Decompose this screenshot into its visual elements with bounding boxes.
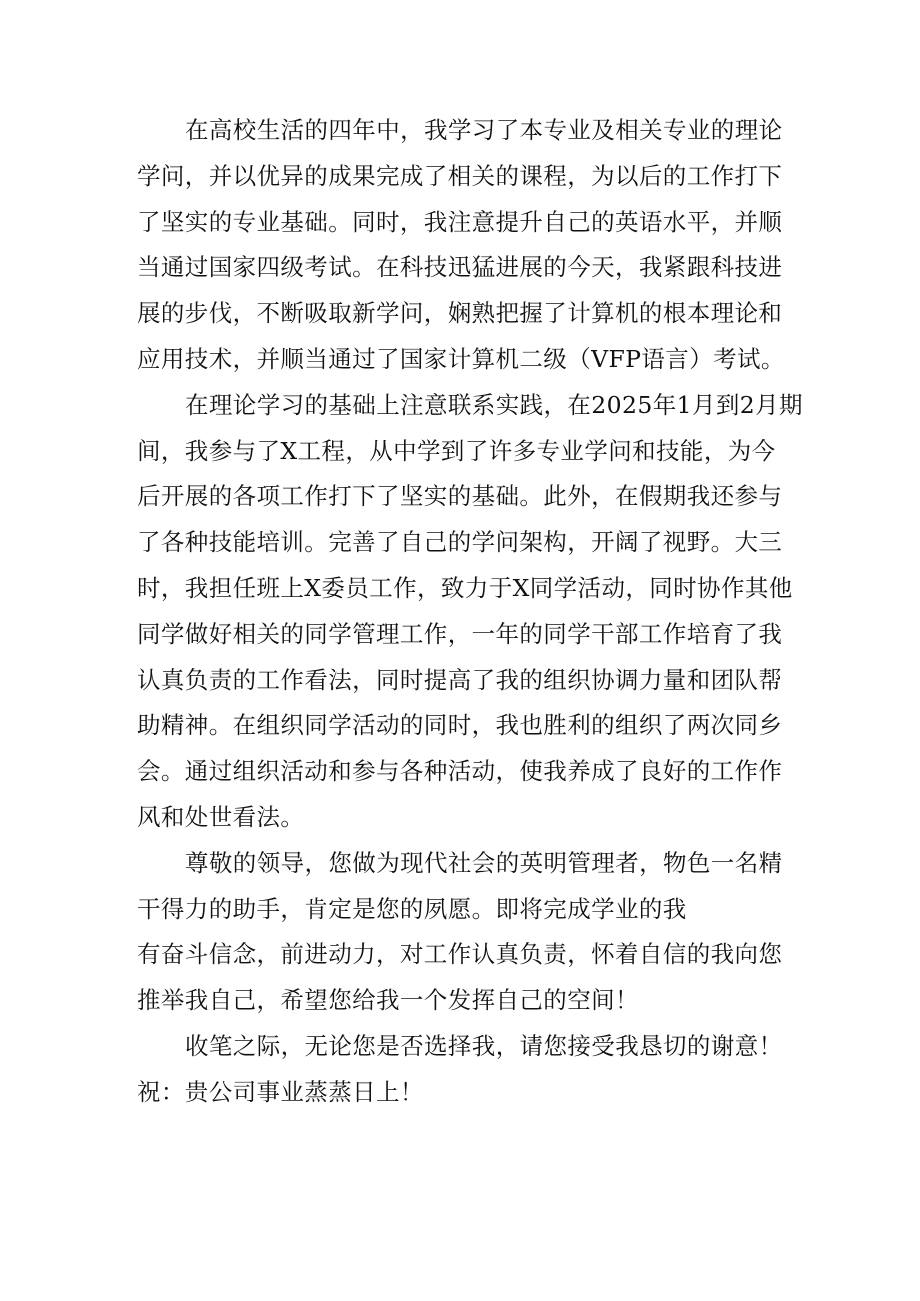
paragraph-study-line-5: 展的步伐，不断吸取新学问，娴熟把握了计算机的根本理论和	[137, 299, 783, 328]
paragraph-practice-line-6: 同学做好相关的同学管理工作，一年的同学干部工作培育了我	[137, 619, 783, 648]
paragraph-study-line-2: 学问，并以优异的成果完成了相关的课程，为以后的工作打下	[137, 161, 783, 190]
paragraph-practice-line-10: 风和处世看法。	[137, 802, 305, 831]
paragraph-appeal-line-2: 干得力的助手，肯定是您的夙愿。即将完成学业的我	[137, 894, 687, 923]
paragraph-study-line-3: 了坚实的专业基础。同时，我注意提升自己的英语水平，并顺	[137, 207, 783, 236]
paragraph-closing-line-1: 收笔之际，无论您是否选择我，请您接受我恳切的谢意！	[185, 1031, 783, 1060]
paragraph-practice-line-8: 助精神。在组织同学活动的同时，我也胜利的组织了两次同乡	[137, 711, 783, 740]
paragraph-practice-line-5: 时，我担任班上X委员工作，致力于X同学活动，同时协作其他	[137, 573, 793, 602]
paragraph-practice-line-1: 在理论学习的基础上注意联系实践，在2025年1月到2月期	[185, 390, 803, 419]
document-body	[137, 108, 807, 1116]
paragraph-study-line-1: 在高校生活的四年中，我学习了本专业及相关专业的理论	[185, 116, 783, 144]
paragraph-practice-line-4: 了各种技能培训。完善了自己的学问架构，开阔了视野。大三	[137, 528, 783, 557]
paragraph-practice-line-3: 后开展的各项工作打下了坚实的基础。此外，在假期我还参与	[137, 482, 783, 511]
paragraph-study-line-4: 当通过国家四级考试。在科技迅猛进展的今天，我紧跟科技进	[137, 253, 783, 282]
paragraph-appeal-line-3: 有奋斗信念，前进动力，对工作认真负责，怀着自信的我向您	[137, 940, 783, 969]
paragraph-appeal-line-1: 尊敬的领导，您做为现代社会的英明管理者，物色一名精	[185, 848, 783, 877]
paragraph-practice-line-2: 间，我参与了X工程，从中学到了许多专业学问和技能，为今	[137, 436, 776, 465]
paragraph-practice-line-7: 认真负责的工作看法，同时提高了我的组织协调力量和团队帮	[137, 665, 783, 694]
paragraph-practice-line-9: 会。通过组织活动和参与各种活动，使我养成了良好的工作作	[137, 757, 783, 786]
paragraph-wish-line-1: 祝：贵公司事业蒸蒸日上！	[137, 1077, 424, 1106]
paragraph-appeal-line-4: 推举我自己，希望您给我一个发挥自己的空间！	[137, 986, 639, 1015]
paragraph-study-line-6: 应用技术，并顺当通过了国家计算机二级（VFP语言）考试。	[137, 344, 785, 373]
